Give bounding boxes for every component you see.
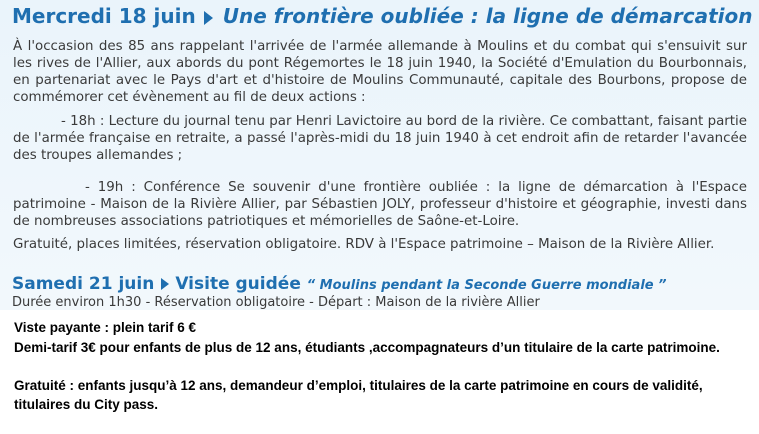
event1-title: Une frontière oubliée : la ligne de démarcation xyxy=(222,4,753,28)
event2-date: Samedi 21 juin xyxy=(12,274,155,294)
event2-type: Visite guidée xyxy=(175,274,301,294)
event1-action-18h: - 18h : Lecture du journal tenu par Henri Lavictoire au bord de la rivière. Ce combattant, faisant partie de l'armée française en retraite, a passé l'après-midi du 18 juin 1940 à cet endroit afin de retarder l'avancée des troupes allemandes ; xyxy=(13,114,747,163)
play-arrow-icon xyxy=(161,278,169,290)
play-arrow-icon xyxy=(204,11,213,25)
event1-action-19h: - 19h : Conférence Se souvenir d'une frontière oubliée : la ligne de démarcation à l'Espace patrimoine - Maison de la Rivière Allier, par Sébastien JOLY, professeur d'histoire et géographie, investi dans de nombreuses associations patriotiques et mémorielles de Saône-et-Loire. xyxy=(13,180,747,229)
event2-reservation: - Réservation obligatoire - xyxy=(145,295,314,310)
event1-date: Mercredi 18 juin xyxy=(12,4,196,28)
event2-duration: Durée environ 1h30 xyxy=(12,295,142,310)
event1-note: Gratuité, places limitées, réservation obligatoire. RDV à l'Espace patrimoine – Maison de la Rivière Allier. xyxy=(13,237,715,252)
event2-departure: Départ : Maison de la rivière Allier xyxy=(317,295,540,310)
pricing-free: Gratuité : enfants jusqu’à 12 ans, demandeur d’emploi, titulaires de la carte patrimoine en cours de validité, titulaires du City pass. xyxy=(14,378,703,412)
pricing-half: Demi-tarif 3€ pour enfants de plus de 12 ans, étudiants ,accompagnateurs d’un titulaire de la carte patrimoine. xyxy=(14,340,720,355)
pricing-full: Viste payante : plein tarif 6 € xyxy=(14,320,197,335)
event2-heading xyxy=(12,273,667,297)
event2-subtitle: “ Moulins pendant la Seconde Guerre mondiale ” xyxy=(306,278,667,293)
event1-heading xyxy=(12,3,753,29)
event1-intro: À l'occasion des 85 ans rappelant l'arrivée de l'armée allemande à Moulins et du combat qui s'ensuivit sur les rives de l'Allier, aux abords du pont Régemortes le 18 juin 1940, la Société d'Emulation du Bourbonnais, en partenariat avec le Pays d'art et d'histoire de Moulins Communauté, capitale des Bourbons, propose de commémorer cet évènement au fil de deux actions : xyxy=(13,39,747,105)
event2-meta xyxy=(12,295,540,311)
